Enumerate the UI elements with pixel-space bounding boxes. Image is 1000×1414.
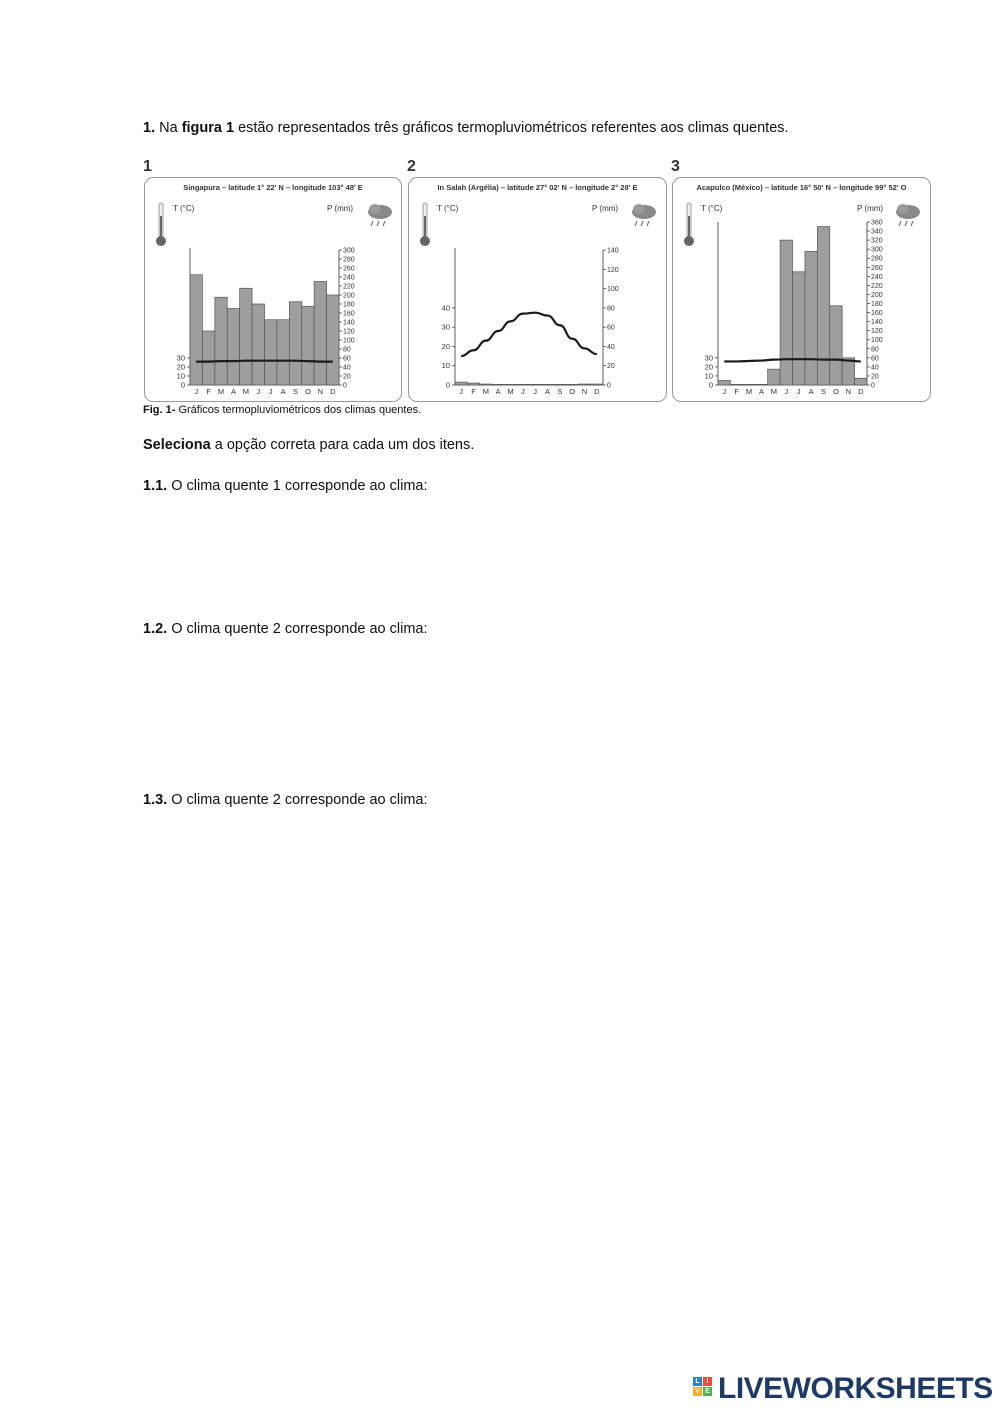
precipitation-bar bbox=[480, 384, 492, 385]
precipitation-bar bbox=[842, 358, 854, 385]
month-label: N bbox=[581, 387, 588, 396]
figure-caption bbox=[143, 404, 421, 416]
right-tick-label: 160 bbox=[871, 310, 883, 318]
month-label: A bbox=[495, 387, 501, 396]
right-tick-label: 300 bbox=[871, 246, 883, 254]
left-tick-label: 0 bbox=[445, 380, 450, 390]
temperature-axis-label: T (°C) bbox=[437, 204, 459, 213]
precipitation-bar bbox=[578, 384, 590, 385]
month-label: M bbox=[507, 387, 514, 396]
caption-text: Gráficos termopluviométricos dos climas quentes. bbox=[175, 404, 422, 416]
precipitation-bar bbox=[743, 384, 755, 385]
precipitation-bar bbox=[768, 369, 780, 385]
month-label: O bbox=[305, 387, 311, 396]
right-tick-label: 280 bbox=[871, 255, 883, 263]
right-tick-label: 220 bbox=[871, 282, 883, 290]
precipitation-bar bbox=[240, 288, 252, 385]
left-tick-label: 0 bbox=[180, 380, 185, 390]
right-tick-label: 120 bbox=[343, 328, 355, 336]
right-tick-label: 0 bbox=[871, 382, 875, 390]
precipitation-bar bbox=[265, 320, 277, 385]
right-tick-label: 20 bbox=[871, 373, 879, 381]
right-tick-label: 260 bbox=[871, 264, 883, 272]
right-tick-label: 360 bbox=[871, 219, 883, 227]
intro-post: estão representados três gráficos termopluviométricos referentes aos climas quentes. bbox=[234, 120, 789, 136]
right-tick-label: 220 bbox=[343, 283, 355, 291]
left-tick-label: 10 bbox=[441, 361, 450, 371]
right-tick-label: 80 bbox=[607, 305, 615, 313]
month-label: S bbox=[293, 387, 299, 396]
right-tick-label: 20 bbox=[343, 373, 351, 381]
precipitation-bar bbox=[793, 272, 805, 385]
climograph-svg bbox=[145, 178, 401, 401]
precipitation-bar bbox=[566, 384, 578, 385]
month-label: N bbox=[845, 387, 852, 396]
right-tick-label: 340 bbox=[871, 228, 883, 236]
left-tick-label: 30 bbox=[704, 353, 713, 363]
question-1-1 bbox=[143, 478, 428, 494]
precipitation-bar bbox=[805, 251, 817, 385]
chart-number-2: 2 bbox=[407, 158, 416, 175]
month-label: M bbox=[482, 387, 489, 396]
intro-number: 1. bbox=[143, 120, 156, 136]
month-label: M bbox=[242, 387, 249, 396]
right-tick-label: 180 bbox=[871, 301, 883, 308]
temperature-line bbox=[196, 361, 333, 362]
month-label: O bbox=[833, 387, 839, 396]
right-tick-label: 200 bbox=[871, 291, 883, 299]
chart-panel-acapulco bbox=[672, 177, 931, 402]
temperature-axis-label: T (°C) bbox=[701, 204, 723, 213]
right-tick-label: 80 bbox=[343, 346, 351, 354]
month-label: A bbox=[230, 387, 236, 396]
question-text: O clima quente 1 corresponde ao clima: bbox=[167, 478, 428, 494]
precipitation-bar bbox=[302, 306, 314, 385]
precipitation-bar bbox=[455, 382, 467, 385]
chart-panel-singapura bbox=[144, 177, 402, 402]
logo-letter: E bbox=[703, 1387, 712, 1396]
left-tick-label: 0 bbox=[708, 380, 713, 390]
precipitation-bar bbox=[817, 227, 829, 385]
month-label: F bbox=[206, 387, 211, 396]
precipitation-bar bbox=[504, 384, 516, 385]
month-label: J bbox=[194, 387, 199, 396]
right-tick-label: 40 bbox=[607, 343, 615, 351]
left-tick-label: 10 bbox=[704, 371, 713, 381]
right-tick-label: 320 bbox=[871, 237, 883, 245]
question-number: 1.1. bbox=[143, 478, 168, 494]
right-tick-label: 40 bbox=[871, 364, 879, 372]
month-label: J bbox=[533, 387, 538, 396]
month-label: S bbox=[557, 387, 563, 396]
logo-letter: L bbox=[693, 1377, 702, 1386]
liveworksheets-logo bbox=[691, 1372, 991, 1406]
precipitation-bar bbox=[327, 295, 339, 385]
intro-pre: Na bbox=[155, 120, 182, 136]
precipitation-bar bbox=[541, 384, 553, 385]
precipitation-bar bbox=[277, 320, 289, 385]
precipitation-bar bbox=[591, 384, 603, 385]
month-label: A bbox=[758, 387, 764, 396]
precipitation-bar bbox=[855, 378, 867, 385]
right-tick-label: 180 bbox=[343, 301, 355, 309]
right-tick-label: 260 bbox=[343, 265, 355, 273]
question-number: 1.2. bbox=[143, 621, 168, 637]
month-label: F bbox=[734, 387, 739, 396]
right-tick-label: 100 bbox=[607, 286, 619, 294]
month-label: D bbox=[330, 387, 336, 396]
precipitation-bar bbox=[467, 383, 479, 385]
question-1-3 bbox=[143, 792, 428, 808]
month-label: M bbox=[770, 387, 777, 396]
chart-title: Singapura – latitude 1° 22' N – longitude 103° 48' E bbox=[183, 183, 363, 192]
month-label: N bbox=[317, 387, 324, 396]
right-tick-label: 240 bbox=[343, 274, 355, 282]
right-tick-label: 60 bbox=[607, 324, 615, 332]
caption-label: Fig. 1- bbox=[143, 404, 176, 416]
instruction-verb: Seleciona bbox=[143, 437, 211, 453]
right-tick-label: 60 bbox=[343, 355, 351, 363]
precipitation-bar bbox=[529, 384, 541, 385]
right-tick-label: 280 bbox=[343, 256, 355, 264]
precipitation-axis-label: P (mm) bbox=[592, 204, 619, 213]
month-label: J bbox=[459, 387, 464, 396]
month-label: A bbox=[544, 387, 551, 396]
temperature-line bbox=[461, 313, 597, 356]
month-label: M bbox=[745, 387, 753, 396]
question-1-2 bbox=[143, 621, 428, 637]
right-tick-label: 40 bbox=[343, 364, 351, 372]
temperature-axis-label: T (°C) bbox=[173, 204, 195, 213]
month-label: J bbox=[722, 387, 727, 396]
chart-title: Acapulco (México) – latitude 16° 50' N – longitude 99° 52' O bbox=[696, 183, 907, 192]
month-label: J bbox=[268, 387, 273, 396]
month-label: S bbox=[821, 387, 827, 396]
question-number: 1.3. bbox=[143, 792, 168, 808]
right-tick-label: 20 bbox=[607, 363, 615, 371]
month-label: D bbox=[858, 387, 864, 396]
month-label: J bbox=[520, 387, 525, 396]
precipitation-bar bbox=[202, 331, 214, 385]
left-tick-label: 20 bbox=[704, 362, 713, 372]
precipitation-bar bbox=[492, 384, 504, 385]
right-tick-label: 80 bbox=[871, 346, 879, 354]
precipitation-bar bbox=[830, 306, 842, 385]
question-text: O clima quente 2 corresponde ao clima: bbox=[167, 792, 428, 808]
precipitation-axis-label: P (mm) bbox=[857, 204, 884, 213]
month-label: J bbox=[784, 387, 789, 396]
right-tick-label: 0 bbox=[607, 382, 611, 390]
month-label: D bbox=[594, 387, 600, 396]
right-tick-label: 120 bbox=[607, 266, 619, 274]
month-label: F bbox=[471, 387, 476, 396]
intro-bold: figura 1 bbox=[181, 120, 235, 136]
right-tick-label: 120 bbox=[871, 328, 883, 336]
precipitation-bar bbox=[755, 384, 767, 385]
right-tick-label: 100 bbox=[343, 337, 355, 345]
precipitation-bar bbox=[190, 275, 202, 385]
left-tick-label: 20 bbox=[441, 341, 450, 351]
chart-title: In Salah (Argélia) – latitude 27° 02' N – longitude 2° 28' E bbox=[437, 183, 638, 192]
left-tick-label: 40 bbox=[441, 303, 450, 313]
right-tick-label: 240 bbox=[871, 273, 883, 281]
right-tick-label: 300 bbox=[343, 247, 355, 255]
precipitation-bar bbox=[780, 240, 792, 385]
right-tick-label: 160 bbox=[343, 310, 355, 318]
right-tick-label: 60 bbox=[871, 355, 879, 363]
intro-question bbox=[143, 120, 789, 136]
left-tick-label: 10 bbox=[176, 371, 185, 381]
precipitation-bar bbox=[718, 380, 730, 385]
right-tick-label: 140 bbox=[871, 319, 883, 327]
chart-number-3: 3 bbox=[671, 158, 680, 175]
month-label: J bbox=[256, 387, 261, 396]
right-tick-label: 200 bbox=[343, 292, 355, 300]
precipitation-bar bbox=[289, 302, 301, 385]
left-tick-label: 30 bbox=[441, 322, 450, 332]
precipitation-bar bbox=[215, 297, 227, 385]
precipitation-bar bbox=[554, 384, 566, 385]
precipitation-axis-label: P (mm) bbox=[327, 204, 354, 213]
right-tick-label: 0 bbox=[343, 382, 347, 390]
month-label: M bbox=[217, 387, 225, 396]
logo-letter: V bbox=[693, 1387, 702, 1396]
right-tick-label: 140 bbox=[607, 247, 619, 255]
precipitation-bar bbox=[730, 384, 742, 385]
question-text: O clima quente 2 corresponde ao clima: bbox=[167, 621, 428, 637]
precipitation-bar bbox=[252, 304, 264, 385]
right-tick-label: 140 bbox=[343, 319, 355, 327]
logo-text: LIVEWORKSHEETS bbox=[718, 1372, 993, 1405]
month-label: J bbox=[796, 387, 801, 396]
logo-letter: I bbox=[703, 1377, 712, 1386]
precipitation-bar bbox=[517, 384, 529, 385]
instruction-text: a opção correta para cada um dos itens. bbox=[210, 437, 475, 453]
chart-panel-in-salah bbox=[408, 177, 667, 402]
month-label: A bbox=[808, 387, 814, 396]
right-tick-label: 100 bbox=[871, 337, 883, 345]
left-tick-label: 20 bbox=[176, 362, 185, 372]
month-label: O bbox=[569, 387, 576, 396]
climograph-svg bbox=[673, 178, 930, 401]
precipitation-bar bbox=[314, 282, 326, 386]
month-label: A bbox=[280, 387, 286, 396]
instruction bbox=[143, 437, 474, 453]
left-tick-label: 30 bbox=[176, 353, 185, 363]
climograph-svg bbox=[409, 178, 666, 401]
chart-number-1: 1 bbox=[143, 158, 152, 175]
precipitation-bar bbox=[227, 309, 239, 386]
